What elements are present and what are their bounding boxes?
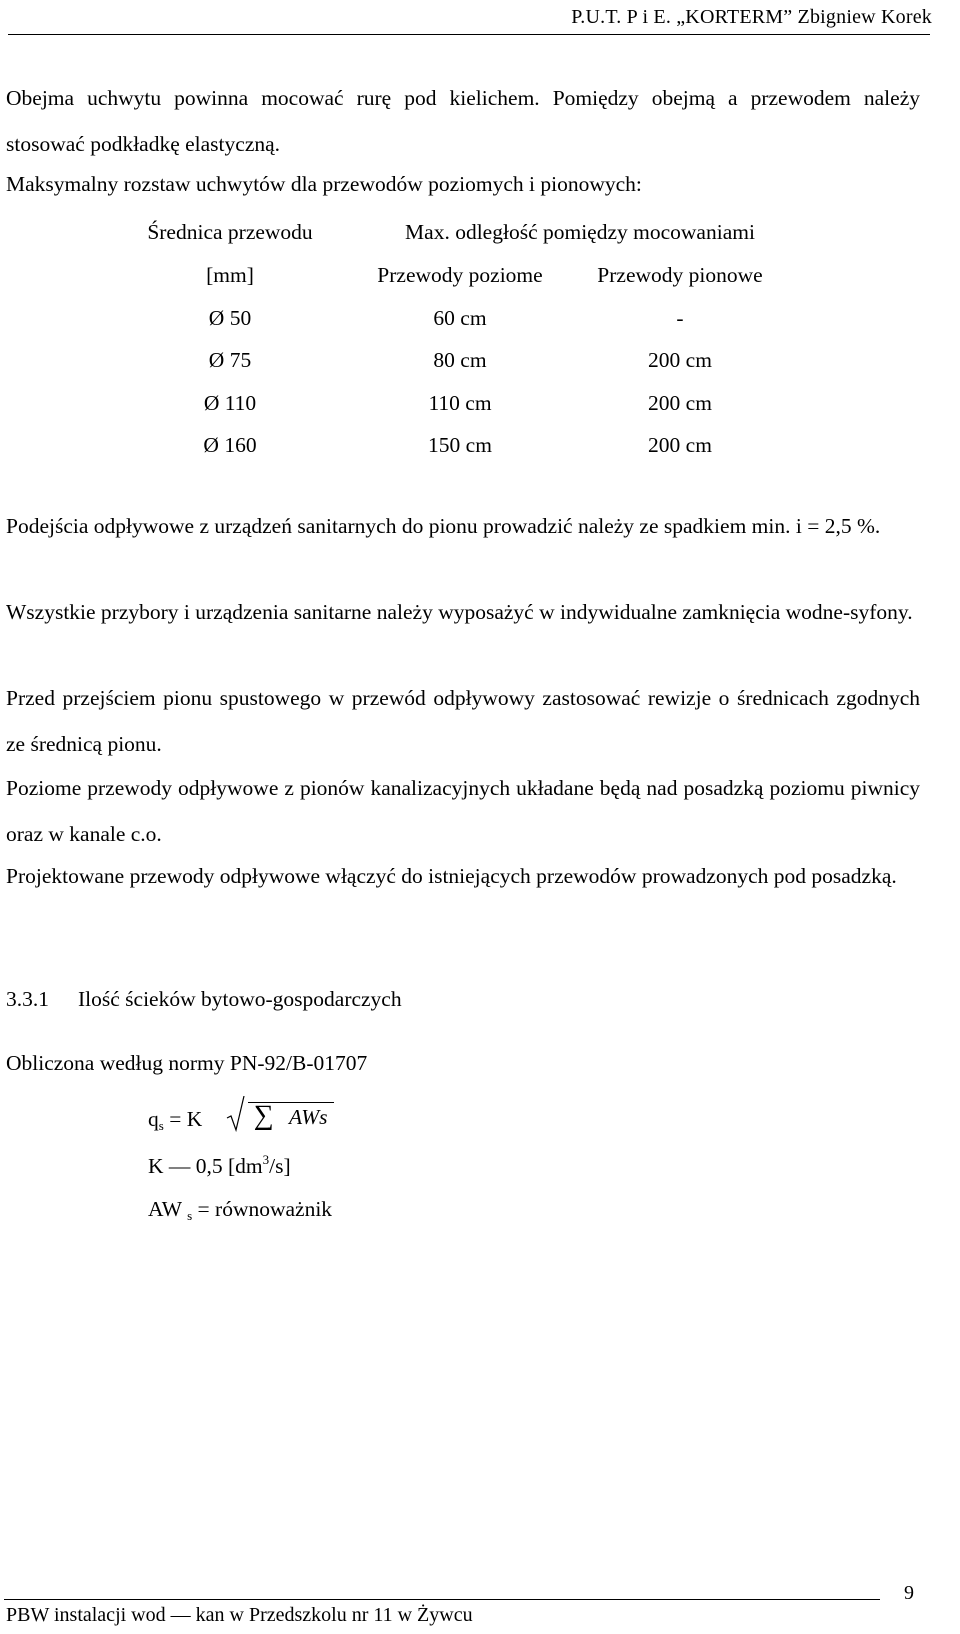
page-footer: PBW instalacji wod — kan w Przedszkolu nr 11 w Żywcu <box>6 1604 473 1626</box>
header-max-distance: Max. odległość pomiędzy mocowaniami <box>405 220 755 244</box>
paragraph-horizontal-drains: Poziome przewody odpływowe z pionów kanalizacyjnych układane będą nad posadzką poziomu piwnicy oraz w kanale c.o. <box>6 776 920 846</box>
header-unit: [mm] <box>206 263 254 287</box>
paragraph-inspection: Przed przejściem pionu spustowego w przewód odpływowy zastosować rewizje o średnicach zgodnych ze średnicą pionu. <box>6 686 920 756</box>
radicand <box>248 1102 334 1130</box>
cell-vertical: 200 cm <box>648 433 712 457</box>
cell-diameter: Ø 75 <box>208 348 252 372</box>
table-row <box>0 433 960 475</box>
section-heading <box>6 987 402 1012</box>
sum-symbol: ∑ <box>253 1100 274 1131</box>
table-subheader-row <box>0 263 960 305</box>
cell-diameter: Ø 50 <box>208 306 252 330</box>
formula-aws: AWs <box>288 1105 328 1129</box>
page-number: 9 <box>904 1582 914 1604</box>
header-diameter: Średnica przewodu <box>147 220 313 244</box>
cell-diameter: Ø 110 <box>203 391 257 415</box>
paragraph-connection: Projektowane przewody odpływowe włączyć do istniejących przewodów prowadzonych pod posadzką. <box>6 864 897 888</box>
norm-line: Obliczona według normy PN-92/B-01707 <box>6 1051 368 1075</box>
table-header-row <box>0 220 960 262</box>
paragraph-spacing-intro: Maksymalny rozstaw uchwytów dla przewodów poziomych i pionowych: <box>6 172 642 196</box>
cell-vertical: 200 cm <box>648 391 712 415</box>
table-row <box>0 306 960 348</box>
header-horizontal: Przewody poziome <box>377 263 543 287</box>
flow-formula <box>148 1100 334 1134</box>
formula-q-sub: s <box>158 1118 164 1133</box>
k-text: K — 0,5 [dm <box>148 1154 263 1178</box>
cell-vertical: 200 cm <box>648 348 712 372</box>
cell-diameter: Ø 160 <box>203 433 257 457</box>
k-tail: /s] <box>269 1154 291 1178</box>
aw-definition <box>148 1197 332 1224</box>
table-row <box>0 348 960 390</box>
section-number: 3.3.1 <box>6 987 49 1011</box>
cell-horizontal: 60 cm <box>433 306 487 330</box>
header-rule <box>8 34 930 35</box>
table-row <box>0 391 960 433</box>
footer-rule <box>4 1599 880 1600</box>
paragraph-slope: Podejścia odpływowe z urządzeń sanitarnych do pionu prowadzić należy ze spadkiem min. i = 2,5 %. <box>6 514 881 538</box>
cell-horizontal: 110 cm <box>428 391 492 415</box>
aw-text: AW <box>148 1197 182 1221</box>
section-title: Ilość ścieków bytowo-gospodarczych <box>78 987 402 1011</box>
radical-sign-icon <box>226 1096 246 1132</box>
k-definition <box>148 1152 291 1179</box>
aw-sub: s <box>187 1208 193 1223</box>
k-exponent: 3 <box>262 1152 270 1167</box>
aw-tail: = równoważnik <box>197 1197 333 1221</box>
square-root <box>230 1102 334 1130</box>
cell-horizontal: 80 cm <box>433 348 487 372</box>
formula-q: q <box>148 1107 159 1131</box>
cell-horizontal: 150 cm <box>428 433 492 457</box>
formula-equals-k: = K <box>169 1107 203 1131</box>
page-header: P.U.T. P i E. „KORTERM” Zbigniew Korek <box>571 6 932 28</box>
paragraph-mounting: Obejma uchwytu powinna mocować rurę pod kielichem. Pomiędzy obejmą a przewodem należy stosować podkładkę elastyczną. <box>6 86 920 156</box>
paragraph-traps: Wszystkie przybory i urządzenia sanitarne należy wyposażyć w indywidualne zamknięcia wodne-syfony. <box>6 600 913 624</box>
cell-vertical: - <box>676 306 684 330</box>
header-vertical: Przewody pionowe <box>597 263 763 287</box>
